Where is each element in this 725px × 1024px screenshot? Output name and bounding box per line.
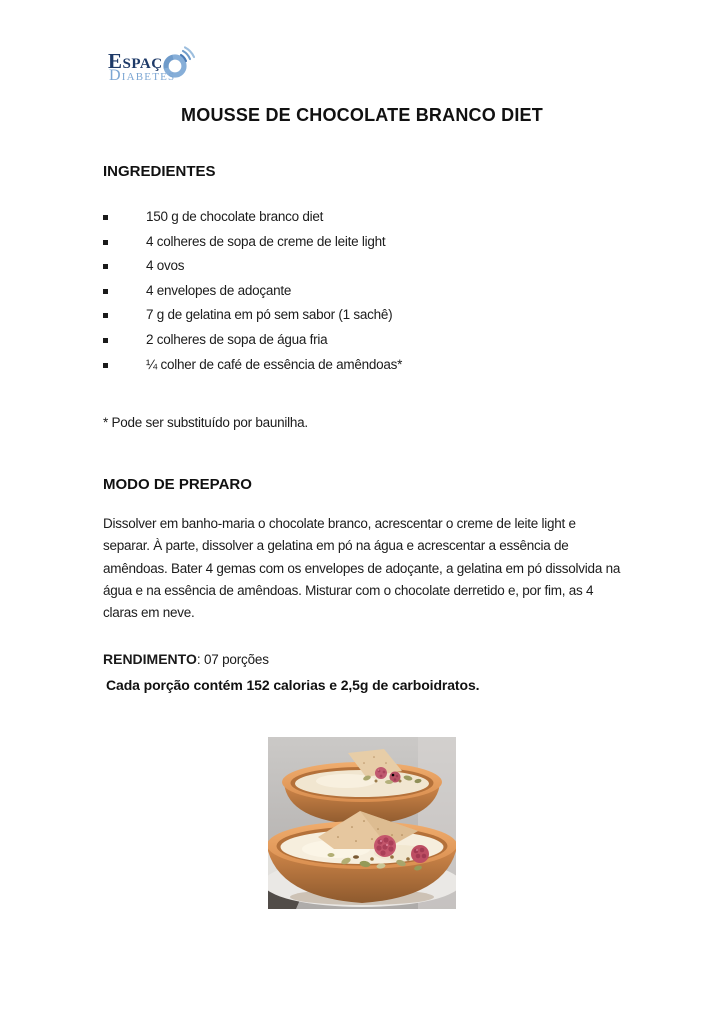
ingredient-text: 4 ovos: [146, 258, 185, 274]
ingredients-heading: INGREDIENTES: [103, 163, 216, 180]
recipe-title: MOUSSE DE CHOCOLATE BRANCO DIET: [181, 105, 543, 125]
recipe-photo-illustration: [268, 737, 456, 909]
ingredient-item: [103, 208, 621, 233]
ingredient-item: [103, 331, 621, 356]
bullet-square-icon: [103, 240, 108, 245]
ingredient-item: [103, 356, 621, 381]
bullet-square-icon: [103, 313, 108, 318]
substitution-footnote: * Pode ser substituído por baunilha.: [103, 415, 308, 431]
ingredient-item: [103, 306, 621, 331]
ingredient-item: [103, 257, 621, 282]
nutrition-line: Cada porção contém 152 calorias e 2,5g de carboidratos.: [106, 676, 480, 693]
yield-line: [103, 651, 621, 667]
ingredient-item: [103, 282, 621, 307]
ingredient-item: [103, 233, 621, 258]
recipe-photo: [268, 737, 456, 909]
ingredient-text: 150 g de chocolate branco diet: [146, 209, 324, 224]
ingredient-text: 7 g de gelatina em pó sem sabor (1 sachê): [146, 307, 393, 323]
ingredient-text: 4 colheres de sopa de creme de leite light: [146, 233, 386, 249]
bullet-square-icon: [103, 289, 108, 294]
yield-value: : 07 porções: [196, 651, 269, 667]
bullet-square-icon: [103, 338, 108, 343]
preparation-heading: MODO DE PREPARO: [103, 476, 252, 494]
yield-label: RENDIMENTO: [103, 650, 197, 667]
logo-diabetes-text: Diabetes: [109, 67, 176, 84]
bullet-square-icon: [103, 215, 108, 220]
bullet-square-icon: [103, 363, 108, 368]
bullet-square-icon: [103, 264, 108, 269]
logo-espaco-text: Espaç: [108, 49, 163, 73]
ingredients-list: [103, 208, 621, 380]
preparation-text: Dissolver em banho-maria o chocolate branco, acrescentar o creme de leite light e separar. À parte, dissolver a gelatina em pó na água e acrescentar a essência de amêndoas. Bater 4 gemas com os envelopes de adoçante, a gelatina em pó dissolvida na água e na essência de amêndoas. Misturar com o chocolate derretido e, por fim, as 4 claras em neve.: [103, 516, 621, 621]
ingredient-text: 2 colheres de sopa de água fria: [146, 331, 328, 347]
espaco-diabetes-logo: [108, 45, 228, 102]
ingredient-text: ¼ colher de café de essência de amêndoas*: [146, 356, 403, 372]
ingredient-text: 4 envelopes de adoçante: [146, 282, 292, 298]
